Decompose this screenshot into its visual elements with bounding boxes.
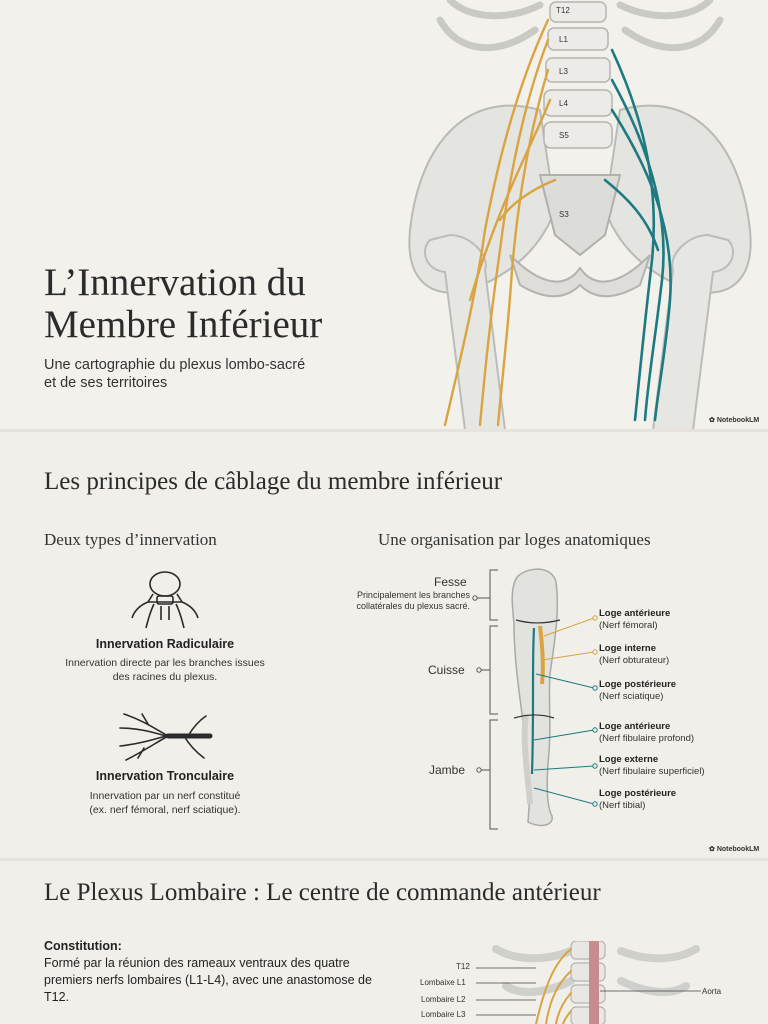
wiring-principles-slide [0,432,768,857]
innervation-types-heading: Deux types d’innervation [44,530,217,549]
slide-subtitle-line2: et de ses territoires [44,375,168,391]
title-slide [0,0,768,430]
vertebra-label-l1: L1 [559,35,568,44]
vertebra-label-s3: S3 [559,210,569,219]
constitution-text: Formé par la réunion des rameaux ventraux des quatre premiers nerfs lombaires (L1-L4), avec une anastomose de T12. [44,956,372,1004]
truncular-description: Innervation par un nerf constitué (ex. nerf fémoral, nerf sciatique). [89,790,241,816]
vertebra-label-l4: L4 [559,99,568,108]
loge-thigh-anterior: Loge antérieure (Nerf fémoral) [599,608,671,631]
slide-title-line1: L’Innervation du [44,261,306,304]
section-title: Les principes de câblage du membre inférieur [44,468,503,495]
vertebra-label-t12: T12 [556,6,570,15]
spine-label-l1: Lombaixe L1 [420,978,466,987]
loge-leg-external: Loge externe (Nerf fibulaire superficiel) [599,754,705,777]
radicular-description: Innervation directe par les branches issues des racines du plexus. [65,657,265,683]
loge-leg-posterior: Loge postérieure (Nerf tibial) [599,788,677,811]
notebooklm-brand: ✿ NotebookLM [709,846,760,853]
spine-label-l3: Lombaire L3 [421,1010,466,1019]
pelvis-illustration [390,0,768,430]
vertebra-label-l3: L3 [559,67,568,76]
vertebra-roots-icon [128,568,202,632]
constitution-block [44,938,384,1006]
aorta-label: Aorta [702,987,722,996]
loge-leg-anterior: Loge antérieure (Nerf fibulaire profond) [599,721,695,744]
slide-title [44,262,322,346]
compartments-heading: Une organisation par loges anatomiques [378,530,651,549]
constitution-title: Constitution: [44,939,122,953]
region-label-fesse: Fesse [434,575,467,589]
slide-subtitle-line1: Une cartographie du plexus lombo-sacré [44,357,306,373]
nerve-trunk-icon [118,710,214,762]
spine-label-l2: Lombaire L2 [421,995,466,1004]
radicular-title: Innervation Radiculaire [95,637,235,651]
loge-thigh-posterior: Loge postérieure (Nerf sciatique) [599,679,677,702]
notebooklm-logo-icon: ✿ [709,846,717,853]
notebooklm-brand: ✿ NotebookLM [709,417,760,424]
notebooklm-logo-icon: ✿ [709,417,717,424]
truncular-title: Innervation Tronculaire [95,769,235,783]
vertebra-label-s5: S5 [559,131,569,140]
region-label-cuisse: Cuisse [428,663,465,677]
slide-title-line2: Membre Inférieur [44,303,323,346]
lumbar-spine-illustration [476,941,716,1024]
region-label-jambe: Jambe [429,763,466,777]
spine-label-t12: T12 [456,962,470,971]
fesse-description: Principalement les branches collatérales du plexus sacré. [356,590,470,611]
section-title: Le Plexus Lombaire : Le centre de commande antérieur [44,879,601,906]
slide-subtitle [44,356,305,392]
loge-thigh-internal: Loge interne (Nerf obturateur) [599,643,670,666]
